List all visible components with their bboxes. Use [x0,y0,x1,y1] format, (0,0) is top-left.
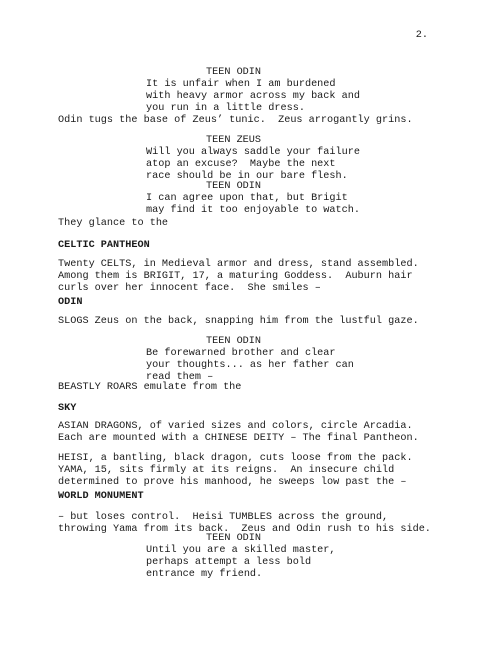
action-line: BEASTLY ROARS emulate from the [58,382,242,393]
action-line: HEISI, a bantling, black dragon, cuts loose from the pack. YAMA, 15, sits firmly at its reigns. An insecure child determined to prove his manhood, he sweeps low past the – [58,453,413,488]
action-line: SLOGS Zeus on the back, snapping him from the lustful gaze. [58,316,419,327]
character-name: TEEN ODIN [206,181,262,192]
action-line: Odin tugs the base of Zeus’ tunic. Zeus arrogantly grins. [58,115,413,126]
action-line: ASIAN DRAGONS, of varied sizes and colors, circle Arcadia. Each are mounted with a CHINESE DEITY – The final Pantheon. [58,421,419,444]
scene-heading: WORLD MONUMENT [58,491,144,502]
dialogue: Until you are a skilled master, perhaps attempt a less bold entrance my friend. [146,545,336,580]
dialogue: It is unfair when I am burdened with heavy armor across my back and you run in a little dress. [146,79,360,114]
character-name: TEEN ZEUS [206,135,262,146]
page-number: 2. [415,30,428,41]
dialogue: Be forewarned brother and clear your thoughts... as her father can read them – [146,348,354,383]
action-line: Twenty CELTS, in Medieval armor and dress, stand assembled. Among them is BRIGIT, 17, a maturing Goddess. Auburn hair curls over her innocent face. She smiles – [58,259,419,294]
character-name: TEEN ODIN [206,336,262,347]
scene-heading: CELTIC PANTHEON [58,240,150,251]
dialogue: I can agree upon that, but Brigit may find it too enjoyable to watch. [146,193,360,216]
scene-heading: SKY [58,403,77,414]
scene-heading: ODIN [58,297,83,308]
dialogue: Will you always saddle your failure atop an excuse? Maybe the next race should be in our bare flesh. [146,147,360,182]
character-name: TEEN ODIN [206,67,262,78]
action-line: They glance to the [58,218,169,229]
character-name: TEEN ODIN [206,533,262,544]
action-line: – but loses control. Heisi TUMBLES across the ground, throwing Yama from its back. Zeus and Odin rush to his side. [58,512,431,535]
